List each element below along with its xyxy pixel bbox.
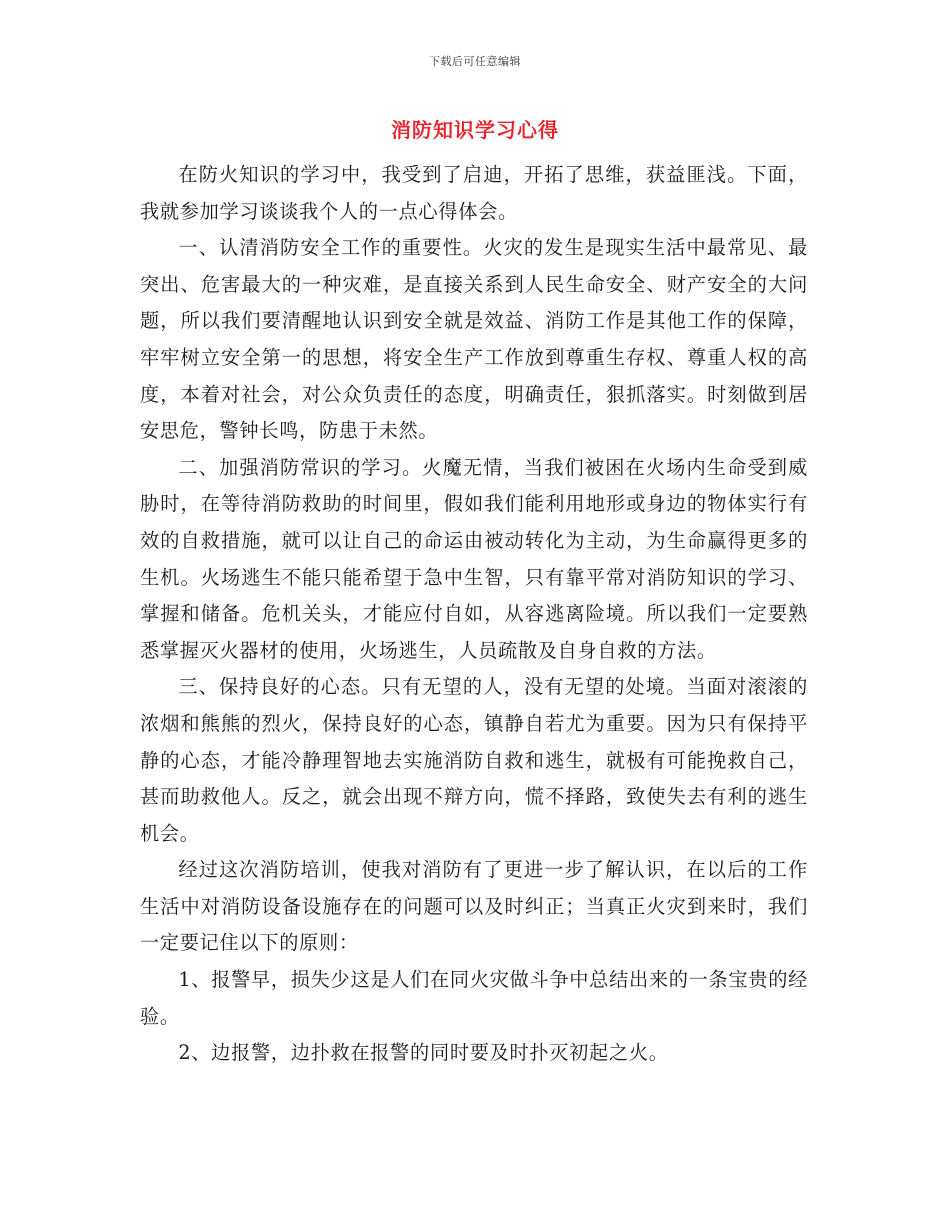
header-note: 下载后可任意编辑 [429,55,521,68]
paragraph-point-1: 一、认清消防安全工作的重要性。火灾的发生是现实生活中最常见、最突出、危害最大的一种灾难，是直接关系到人民生命安全、财产安全的大问题，所以我们要清醒地认识到安全就是效益、消防工作是其他工作的保障，牢牢树立安全第一的思想，将安全生产工作放到尊重生存权、尊重人权的高度，本着对社会，对公众负责任的态度，明确责任，狠抓落实。时刻做到居安思危，警钟长鸣，防患于未然。 [140,236,808,443]
paragraph-training: 经过这次消防培训，使我对消防有了更进一步了解认识，在以后的工作生活中对消防设备设施存在的问题可以及时纠正；当真正火灾到来时，我们一定要记住以下的原则： [140,858,808,955]
paragraph-principle-2: 2、边报警，边扑救在报警的同时要及时扑灭初起之火。 [178,1041,669,1065]
paragraph-intro: 在防火知识的学习中，我受到了启迪，开拓了思维，获益匪浅。下面，我就参加学习谈谈我个人的一点心得体会。 [140,163,808,223]
document-title: 消防知识学习心得 [391,118,559,142]
paragraph-point-2: 二、加强消防常识的学习。火魔无情，当我们被困在火场内生命受到威胁时，在等待消防救助的时间里，假如我们能利用地形或身边的物体实行有效的自救措施，就可以让自己的命运由被动转化为主动，为生命赢得更多的生机。火场逃生不能只能希望于急中生智，只有靠平常对消防知识的学习、掌握和储备。危机关头，才能应付自如，从容逃离险境。所以我们一定要熟悉掌握灭火器材的使用，火场逃生，人员疏散及自身自救的方法。 [140,455,808,662]
paragraph-principle-1: 1、报警早，损失少这是人们在同火灾做斗争中总结出来的一条宝贵的经验。 [140,968,808,1028]
document-body [140,157,808,1072]
paragraph-point-3: 三、保持良好的心态。只有无望的人，没有无望的处境。当面对滚滚的浓烟和熊熊的烈火，保持良好的心态，镇静自若尤为重要。因为只有保持平静的心态，才能冷静理智地去实施消防自救和逃生，就极有可能挽救自己，甚而助救他人。反之，就会出现不辩方向，慌不择路，致使失去有利的逃生机会。 [140,675,808,845]
